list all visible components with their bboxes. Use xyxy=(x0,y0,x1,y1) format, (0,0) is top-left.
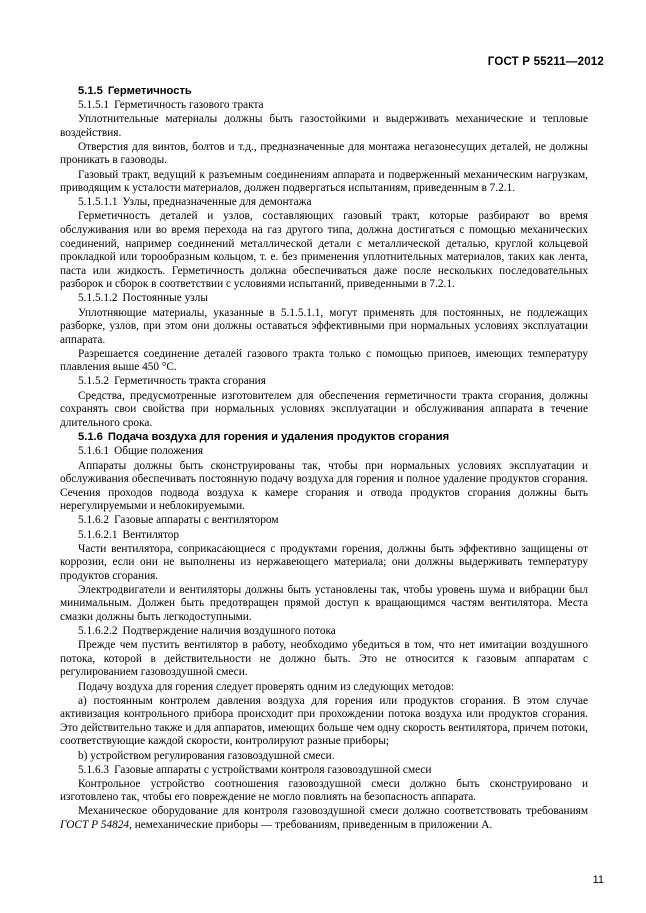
section-number: 5.1.5.1.2 xyxy=(78,292,118,305)
subsection-heading xyxy=(60,445,588,459)
paragraph-text: b) устройством регулирования газовоздушной смеси. xyxy=(78,749,335,762)
section-number: 5.1.5.1.1 xyxy=(78,196,118,209)
subsection-heading xyxy=(60,529,588,543)
subsection-heading xyxy=(60,196,588,210)
paragraph xyxy=(60,750,588,764)
paragraph xyxy=(60,695,588,749)
paragraph xyxy=(60,210,588,292)
section-title: Подача воздуха для горения и удаления продуктов сгорания xyxy=(107,431,450,444)
subsection-heading xyxy=(60,625,588,639)
paragraph-text: Прежде чем пустить вентилятор в работу, необходимо убедиться в том, что нет имитации воздушного потока, которой в действительности не должно быть. Это не относится к газовым аппаратам с регулированием газовоздушной смеси. xyxy=(60,639,588,679)
paragraph-text: Разрешается соединение деталей газового тракта только с помощью припоев, имеющих температуру плавления выше 450 °С. xyxy=(60,347,588,374)
paragraph-text: Уплотнительные материалы должны быть газостойкими и выдерживать механические и тепловые воздействия. xyxy=(60,113,588,139)
paragraph xyxy=(60,390,588,431)
paragraph-text: Средства, предусмотренные изготовителем для обеспечения герметичности тракта сгорания, должны сохранять свои свойства при нормальных условиях эксплуатации и обслуживания аппарата в течение длительного срока. xyxy=(60,389,588,429)
section-title: Узлы, предназначенные для демонтажа xyxy=(122,196,312,209)
standard-reference: ГОСТ Р 54824 xyxy=(60,818,130,831)
section-title: Подтверждение наличия воздушного потока xyxy=(122,625,336,638)
section-heading xyxy=(60,431,588,445)
section-number: 5.1.6.1 xyxy=(78,445,110,458)
paragraph-text: Отверстия для винтов, болтов и т.д., предназначенные для монтажа негазонесущих деталей, не должны проникать в газоводы. xyxy=(60,140,588,167)
paragraph-text: Уплотняющие материалы, указанные в 5.1.5.1.1, могут применять для постоянных, не подлежащих разборке, узлов, при этом они должны оставаться эффективными при нормальных условиях эксплуатации аппарата. xyxy=(60,306,588,346)
paragraph xyxy=(60,460,588,514)
section-number: 5.1.5.2 xyxy=(78,375,110,388)
paragraph xyxy=(60,805,588,832)
paragraph xyxy=(60,584,588,625)
subsection-heading xyxy=(60,292,588,306)
paragraph-text: Аппараты должны быть сконструированы так, чтобы при нормальных условиях эксплуатации и обслуживания обеспечивать постоянную подачу воздуха для горения и полное удаление продуктов сгорания. Сечения проходов подвода воздуха к камере сгорания и отвода продуктов сгорания должны быть нерегулируемыми и неблокируемыми. xyxy=(60,459,588,513)
document-body xyxy=(60,84,588,833)
paragraph xyxy=(60,113,588,140)
section-title: Газовые аппараты с вентилятором xyxy=(114,514,279,527)
section-number: 5.1.6.2.1 xyxy=(78,528,118,541)
section-heading xyxy=(60,85,588,99)
paragraph-text: Герметичность деталей и узлов, составляющих газовый тракт, которые разбирают во время обслуживания или во время перехода на газ другого типа, должна достигаться с помощью механических соединений, например соединений металлической детали с металлической деталью, круглой кольцевой прокладкой или торообразным кольцом, т. е. без применения уплотнительных материалов, таких как лента, паста или жидкость. Герметичность должна обеспечиваться даже после нескольких последовательных разборок и сборок в соответствии с условиями испытаний, приведенными в 7.2.1. xyxy=(60,210,588,291)
paragraph xyxy=(60,639,588,680)
paragraph xyxy=(60,348,588,375)
section-number: 5.1.6.2 xyxy=(78,514,110,527)
paragraph xyxy=(60,681,588,695)
paragraph xyxy=(60,778,588,805)
section-title: Герметичность газового тракта xyxy=(114,99,264,112)
paragraph-text: , немеханические приборы — требованиям, приведенным в приложении А. xyxy=(129,818,493,831)
page-number: 11 xyxy=(592,874,604,886)
paragraph xyxy=(60,141,588,168)
section-title: Вентилятор xyxy=(122,528,180,541)
paragraph-text: Части вентилятора, соприкасающиеся с продуктами горения, должны быть эффективно защищены от коррозии, если они не выполнены из нержавеющего материала; они должны выдерживать температуру продуктов сгорания. xyxy=(60,542,588,582)
section-number: 5.1.5.1 xyxy=(78,99,110,112)
subsection-heading xyxy=(60,514,588,528)
section-title: Герметичность xyxy=(107,85,192,97)
section-number: 5.1.5 xyxy=(78,85,103,97)
section-number: 5.1.6 xyxy=(78,431,103,444)
paragraph-text: Механическое оборудование для контроля газовоздушной смеси должно соответствовать требованиям xyxy=(78,805,588,818)
section-title: Постоянные узлы xyxy=(122,292,208,305)
section-title: Общие положения xyxy=(114,445,204,458)
subsection-heading xyxy=(60,99,588,113)
subsection-heading xyxy=(60,764,588,778)
section-title: Газовые аппараты с устройствами контроля газовоздушной смеси xyxy=(114,763,432,776)
paragraph xyxy=(60,307,588,348)
paragraph-text: a) постоянным контролем давления воздуха для горения или продуктов сгорания. В этом случае активизация контрольного прибора происходит при прохождении потока воздуха или продуктов сгорания. Это действительно также и для аппаратов, имеющих больше чем одну скорость вентилятора, причем потоки, соответствующие каждой скорости, контролируют разные приборы; xyxy=(60,694,588,748)
paragraph-text: Подачу воздуха для горения следует проверять одним из следующих методов: xyxy=(78,680,455,693)
page-header: ГОСТ Р 55211—2012 xyxy=(487,56,604,68)
section-title: Герметичность тракта сгорания xyxy=(114,375,266,388)
subsection-heading xyxy=(60,375,588,389)
paragraph xyxy=(60,543,588,584)
paragraph-text: Газовый тракт, ведущий к разъемным соединениям аппарата и подверженный механическим нагрузкам, приводящим к усталости материалов, должен подвергаться испытаниям, приведенным в 7.2.1. xyxy=(60,168,588,195)
paragraph xyxy=(60,169,588,196)
section-number: 5.1.6.2.2 xyxy=(78,625,118,638)
section-number: 5.1.6.3 xyxy=(78,763,110,776)
paragraph-text: Контрольное устройство соотношения газовоздушной смеси должно быть сконструировано и изготовлено так, чтобы его повреждение не могло повлиять на безопасность аппарата. xyxy=(60,777,588,804)
paragraph-text: Электродвигатели и вентиляторы должны быть установлены так, чтобы уровень шума и вибрации был минимальным. Должен быть предотвращен прямой доступ к вращающимся частям вентилятора. Места смазки должны быть легкодоступными. xyxy=(60,583,588,624)
